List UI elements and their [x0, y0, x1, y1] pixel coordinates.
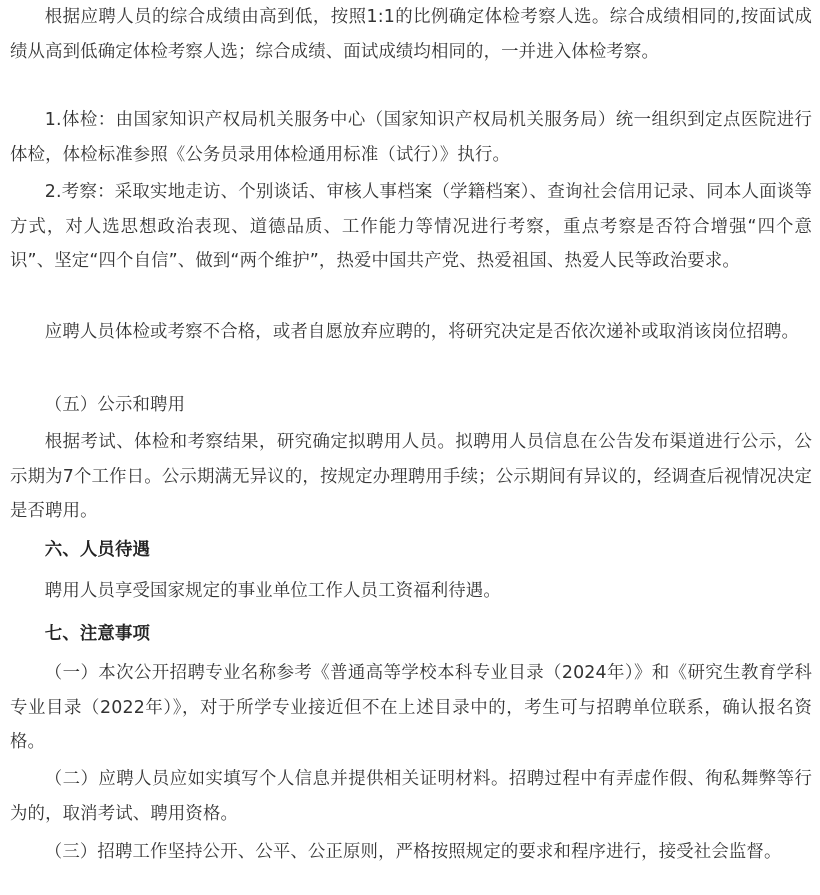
- paragraph-unqualified: 应聘人员体检或考察不合格，或者自愿放弃应聘的，将研究决定是否依次递补或取消该岗位招聘。: [44, 322, 800, 342]
- paragraph-physical-exam: 1.体检：由国家知识产权局机关服务中心（国家知识产权局机关服务局）统一组织到定点医院进行体检，体检标准参照《公务员录用体检通用标准（试行）》执行。: [10, 110, 812, 165]
- paragraph-inspection: 2.考察：采取实地走访、个别谈话、审核人事档案（学籍档案）、查询社会信用记录、同本人面谈等方式，对人选思想政治表现、道德品质、工作能力等情况进行考察，重点考察是否符合增强“四个意识”、坚定“四个自信”、做到“两个维护”，热爱中国共产党、热爱祖国、热爱人民等政治要求。: [10, 182, 812, 271]
- paragraph-note-majors: （一）本次公开招聘专业名称参考《普通高等学校本科专业目录（2024年）》和《研究生教育学科专业目录（2022年）》，对于所学专业接近但不在上述目录中的，考生可与招聘单位联系，确认报名资格。: [10, 663, 812, 752]
- paragraph-publicity: 根据考试、体检和考察结果，研究确定拟聘用人员。拟聘用人员信息在公告发布渠道进行公示，公示期为7个工作日。公示期满无异议的，按规定办理聘用手续；公示期间有异议的，经调查后视情况决定是否聘用。: [10, 432, 812, 521]
- paragraph-note-fairness: （三）招聘工作坚持公开、公平、公正原则，严格按照规定的要求和程序进行，接受社会监督。: [44, 842, 782, 862]
- section-heading-notes: 七、注意事项: [44, 624, 151, 644]
- paragraph-note-honesty: （二）应聘人员应如实填写个人信息并提供相关证明材料。招聘过程中有弄虚作假、徇私舞弊等行为的，取消考试、聘用资格。: [10, 769, 812, 824]
- section-heading-benefits: 六、人员待遇: [44, 540, 151, 560]
- paragraph-benefits: 聘用人员享受国家规定的事业单位工作人员工资福利待遇。: [44, 581, 501, 601]
- paragraph-selection-ranking: 根据应聘人员的综合成绩由高到低，按照1:1的比例确定体检考察人选。综合成绩相同的,按面试成绩从高到低确定体检考察人选；综合成绩、面试成绩均相同的，一并进入体检考察。: [10, 7, 812, 62]
- subheading-publicity-hiring: （五）公示和聘用: [44, 395, 186, 415]
